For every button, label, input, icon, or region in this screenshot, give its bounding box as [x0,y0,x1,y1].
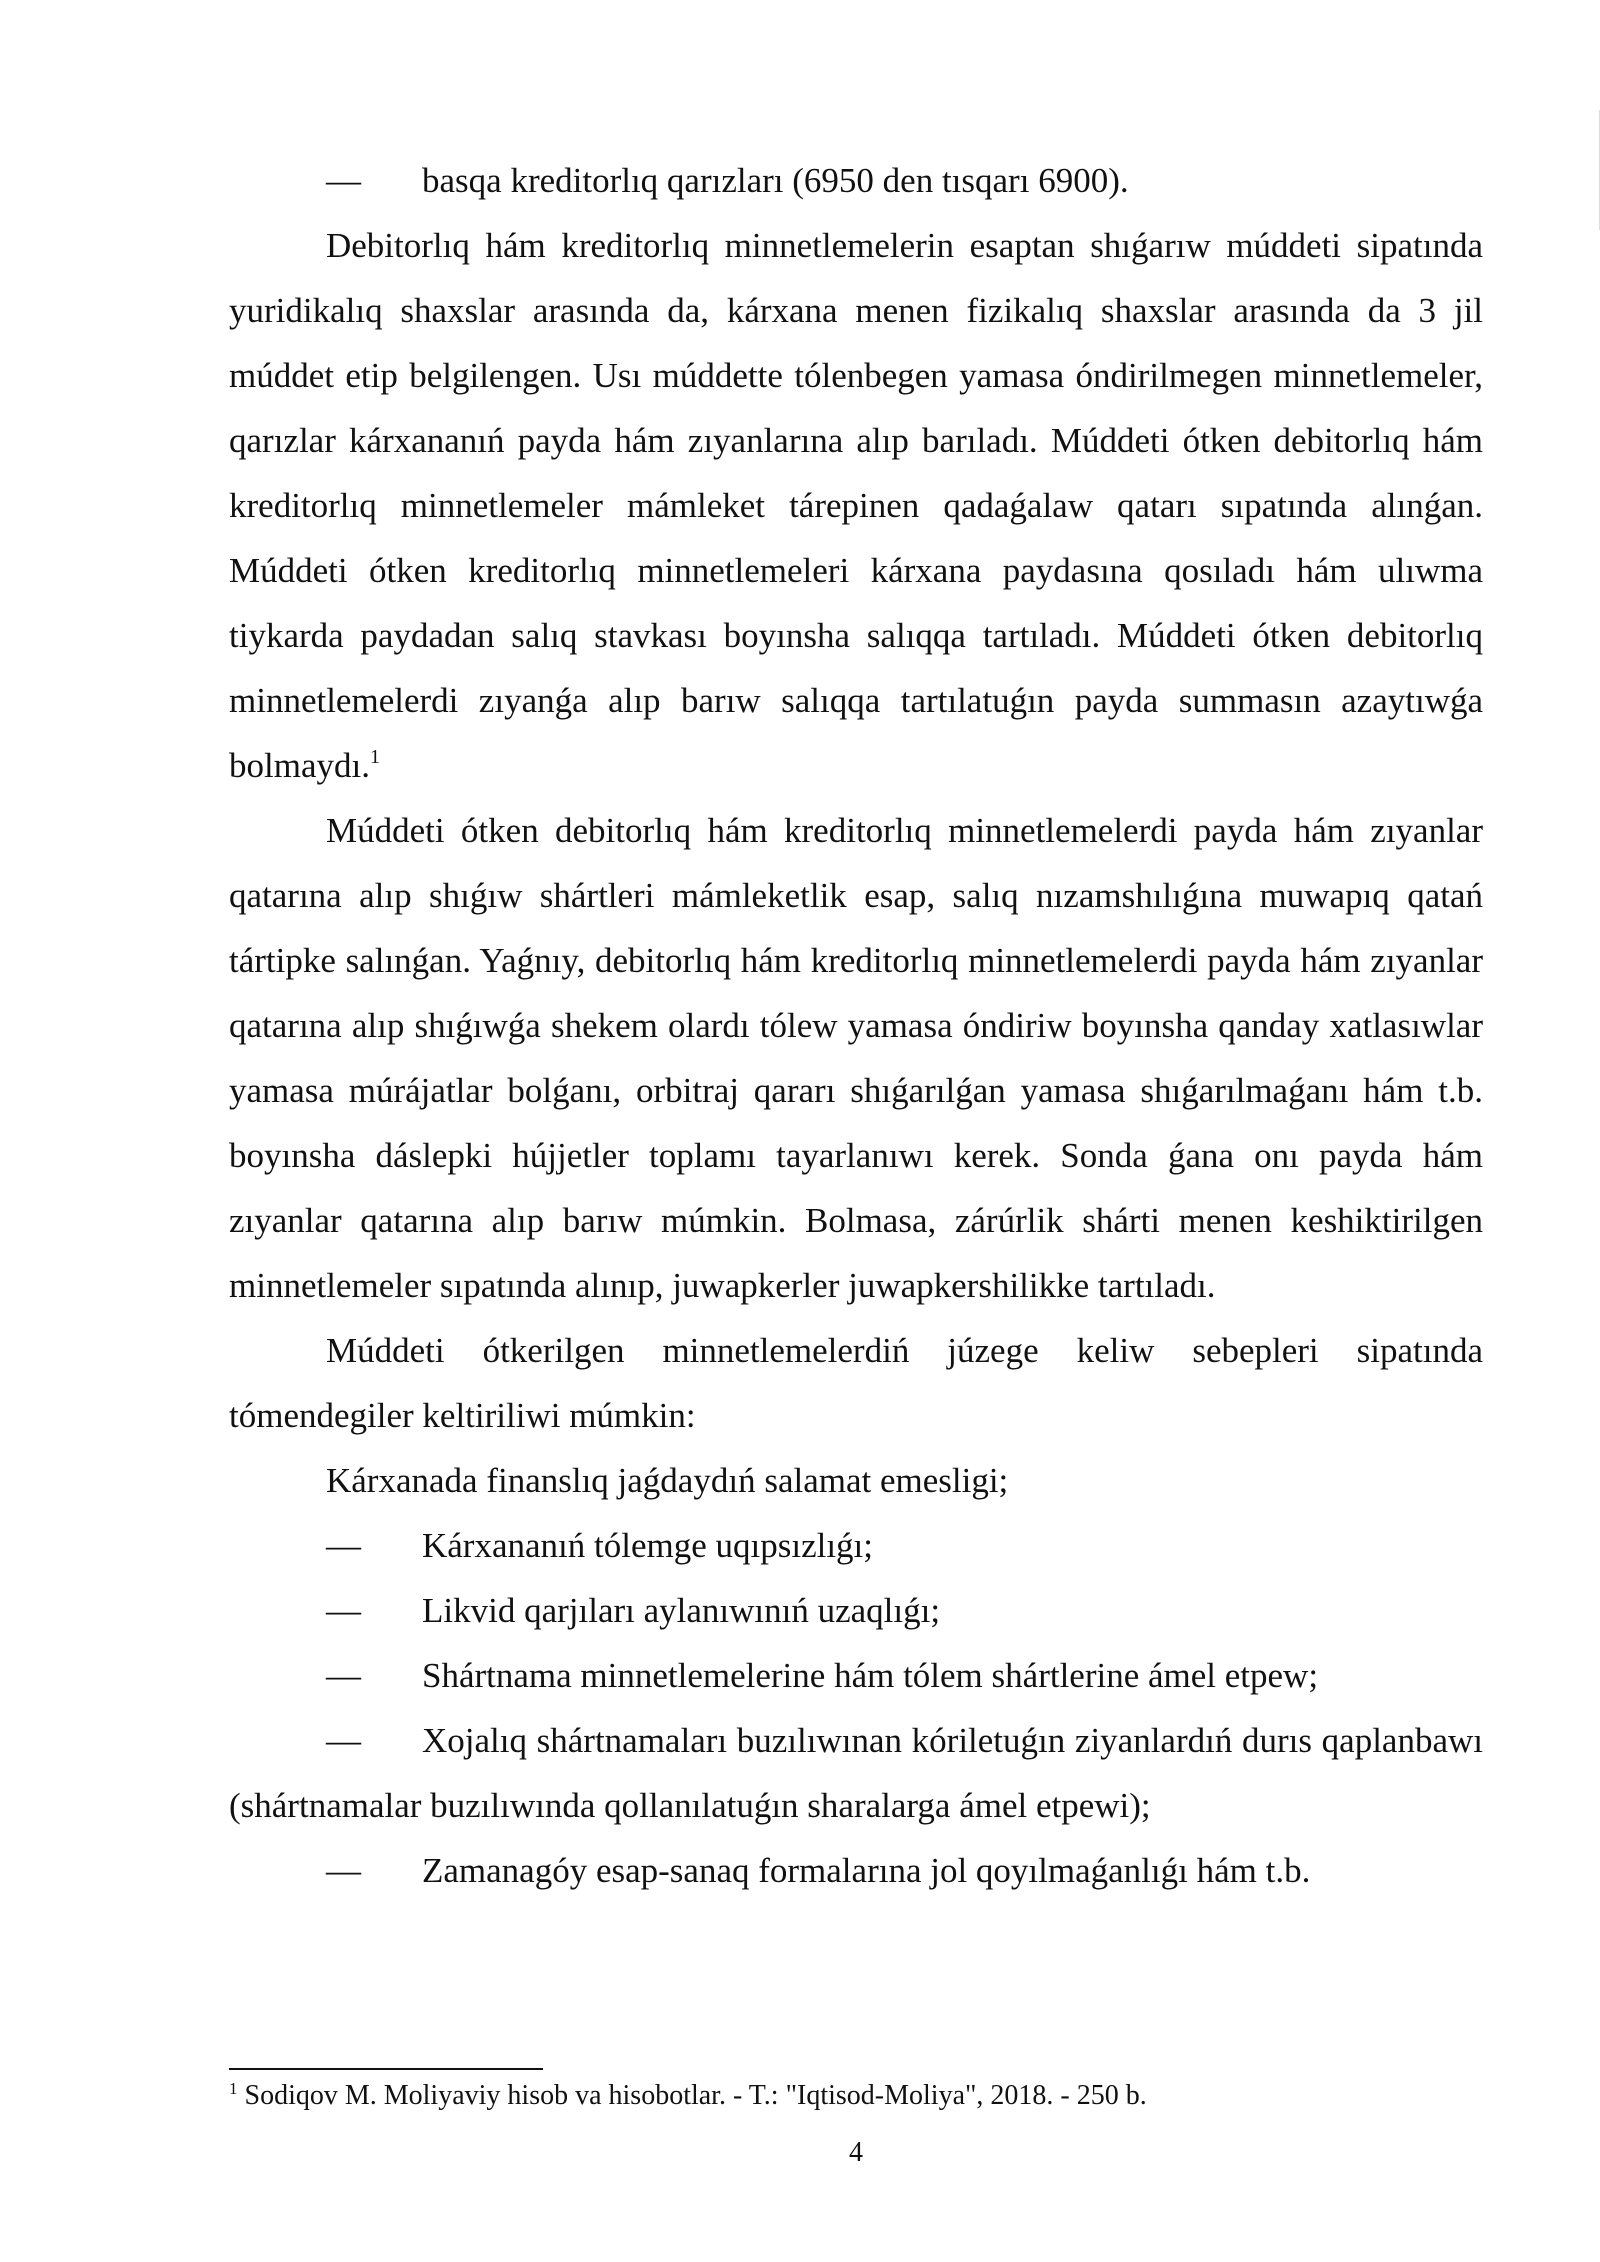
list-dash: — [326,1526,361,1565]
list-item-text: Zamanagóy esap-sanaq formalarına jol qoyılmaǵanlıǵı hám t.b. [422,1851,1311,1890]
list-item-text: Likvid qarjıları aylanıwınıń uzaqlıǵı; [422,1591,941,1630]
list-item-contract-breach-losses [229,1708,1483,1838]
paragraph-write-off-conditions: Múddeti ótken debitorlıq hám kreditorlıq minnetlemelerdi payda hám zıyanlar qatarına alıp shıǵıw shártleri mámleketlik esap, salıq nızamshılıǵına muwapıq qatań tártipke salınǵan. Yaǵnıy, debitorlıq hám kreditorlıq minnetlemelerdi payda hám zıyanlar qatarına alıp shıǵıwǵa shekem olardı tólew yamasa óndiriw boyınsha qanday xatlasıwlar yamasa múrájatlar bolǵanı, orbitraj qararı shıǵarılǵan yamasa shıǵarılmaǵanı hám t.b. boyınsha dáslepki hújjetler toplamı tayarlanıwı kerek. Sonda ǵana onı payda hám zıyanlar qatarına alıp barıw múmkin. Bolmasa, zárúrlik shárti menen keshiktirilgen minnetlemeler sıpatında alınıp, juwapkerler juwapkershilikke tartıladı. [229,811,1483,1305]
paragraph-write-off-period [229,213,1483,798]
footnote-number: 1 [229,2079,238,2098]
list-dash: — [326,1656,361,1695]
list-item-text: Xojalıq shártnamaları buzılıwınan kóriletuǵın ziyanlardıń durıs qaplanbawı (shártnamalar buzılıwında qollanılatuǵın sharalarga ámel etpewi); [229,1721,1483,1825]
list-dash: — [326,161,361,200]
paragraph-causes-intro: Múddeti ótkerilgen minnetlemelerdiń júzege keliw sebepleri sipatında tómendegiler keltiriliwi múmkin: [229,1331,1483,1435]
footnote [229,2076,1483,2116]
list-item-other-creditor-debts [229,148,1483,213]
list-dash: — [326,1851,361,1890]
footnote-reference: 1 [369,746,380,768]
list-item-contract-terms [229,1643,1483,1708]
list-item-insolvency [229,1513,1483,1578]
list-item-text: Shártnama minnetlemelerine hám tólem shártlerine ámel etpew; [422,1656,1319,1695]
paragraph-text: Debitorlıq hám kreditorlıq minnetlemelerin esaptan shıǵarıw múddeti sipatında yuridikalıq shaxslar arasında da, kárxana menen fizikalıq shaxslar arasında da 3 jil múddet etip belgilengen. Usı múddette tólenbegen yamasa óndirilmegen minnetlemeler, qarızlar kárxananıń payda hám zıyanlarına alıp barıladı. Múddeti ótken debitorlıq hám kreditorlıq minnetlemeler mámleket tárepinen qadaǵalaw qatarı sıpatında alınǵan. Múddeti ótken kreditorlıq minnetlemeleri kárxana paydasına qosıladı hám ulıwma tiykarda paydadan salıq stavkası boyınsha salıqqa tartıladı. Múddeti ótken debitorlıq minnetlemelerdi zıyanǵa alıp barıw salıqqa tartılatuǵın payda summasın azaytıwǵa bolmaydı. [229,226,1483,785]
list-item-text: basqa kreditorlıq qarızları (6950 den tısqarı 6900). [422,161,1129,200]
paragraph-financial-condition: Kárxanada finanslıq jaǵdaydıń salamat emesligi; [326,1461,1009,1500]
list-item-liquidity-turnover [229,1578,1483,1643]
page-number: 4 [849,2137,863,2168]
list-dash: — [326,1591,361,1630]
list-item-accounting-forms [229,1838,1483,1903]
footnote-separator [229,2068,543,2070]
list-item-text: Kárxananıń tólemge uqıpsızlıǵı; [422,1526,874,1565]
main-text [229,148,1483,1903]
footnote-text: Sodiqov M. Moliyaviy hisob va hisobotlar. - T.: "Iqtisod-Moliya", 2018. - 250 b. [244,2080,1147,2111]
list-dash: — [326,1721,361,1760]
